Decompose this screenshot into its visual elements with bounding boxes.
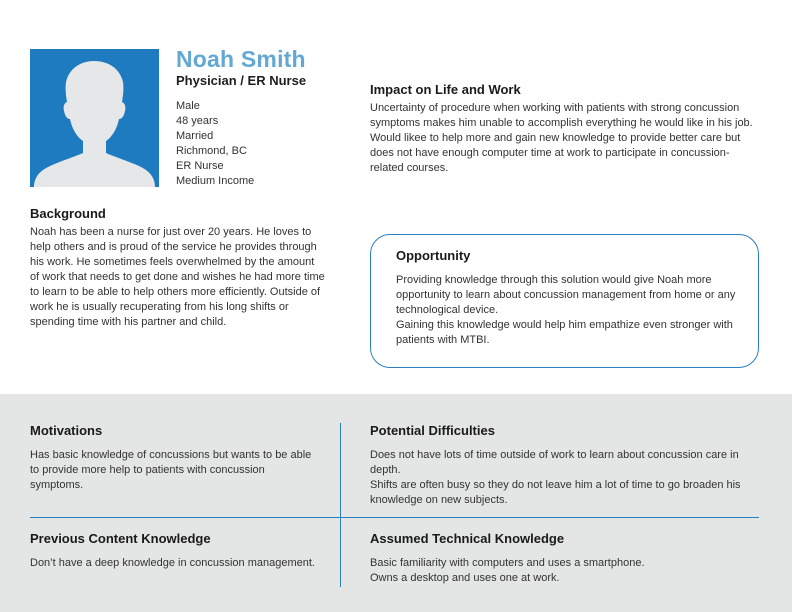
impact-paragraph: Would likee to help more and gain new knowledge to provide better care but does not have enough computer time at work to participate in concussion-related courses. — [370, 132, 741, 174]
opportunity-paragraph: Providing knowledge through this solution would give Noah more opportunity to learn about concussion management from home or any technological device. — [396, 274, 736, 316]
vertical-divider — [340, 423, 341, 587]
persona-facts — [176, 99, 254, 189]
technical-knowledge-paragraph: Owns a desktop and uses one at work. — [370, 572, 560, 584]
background-text: Noah has been a nurse for just over 20 years. He loves to help others and is proud of the service he provides through his work. He sometimes feels overwhelmed by the amount of work that needs to get done and wishes he had more time to learn to be able to help others more efficiently. Outside of work he is usually recuperating from his long shifts or spending time with his partner and child. — [30, 226, 325, 328]
persona-role: Physician / ER Nurse — [176, 73, 307, 88]
fact-income: Medium Income — [176, 175, 255, 187]
impact-heading: Impact on Life and Work — [370, 82, 521, 97]
previous-knowledge-heading: Previous Content Knowledge — [30, 531, 211, 546]
fact-location: Richmond, BC — [176, 145, 247, 157]
person-silhouette-icon — [30, 49, 159, 187]
fact-age: 48 years — [176, 115, 219, 127]
horizontal-divider — [30, 517, 759, 518]
opportunity-paragraph: Gaining this knowledge would help him empathize even stronger with patients with MTBI. — [396, 319, 733, 346]
fact-marital-status: Married — [176, 130, 214, 142]
fact-gender: Male — [176, 100, 200, 112]
opportunity-card — [370, 234, 759, 368]
fact-occupation: ER Nurse — [176, 160, 224, 172]
difficulties-text — [370, 448, 762, 508]
opportunity-heading: Opportunity — [396, 248, 471, 263]
impact-paragraph: Uncertainty of procedure when working with patients with strong concussion symptoms makes him unable to accomplish everything he would like in his job. — [370, 102, 753, 129]
difficulties-paragraph: Shifts are often busy so they do not leave him a lot of time to go broaden his knowledge on new subjects. — [370, 479, 741, 506]
motivations-text: Has basic knowledge of concussions but wants to be able to provide more help to patients with concussion symptoms. — [30, 449, 312, 491]
background-heading: Background — [30, 206, 106, 221]
previous-knowledge-text: Don’t have a deep knowledge in concussion management. — [30, 557, 315, 569]
technical-knowledge-text — [370, 556, 762, 586]
motivations-heading: Motivations — [30, 423, 103, 438]
persona-name: Noah Smith — [176, 46, 306, 72]
impact-text — [370, 101, 762, 176]
opportunity-text — [396, 273, 746, 348]
technical-knowledge-paragraph: Basic familiarity with computers and uses a smartphone. — [370, 557, 645, 569]
difficulties-paragraph: Does not have lots of time outside of work to learn about concussion care in depth. — [370, 449, 739, 476]
avatar — [30, 49, 159, 187]
technical-knowledge-heading: Assumed Technical Knowledge — [370, 531, 565, 546]
difficulties-heading: Potential Difficulties — [370, 423, 495, 438]
details-panel — [0, 394, 792, 612]
